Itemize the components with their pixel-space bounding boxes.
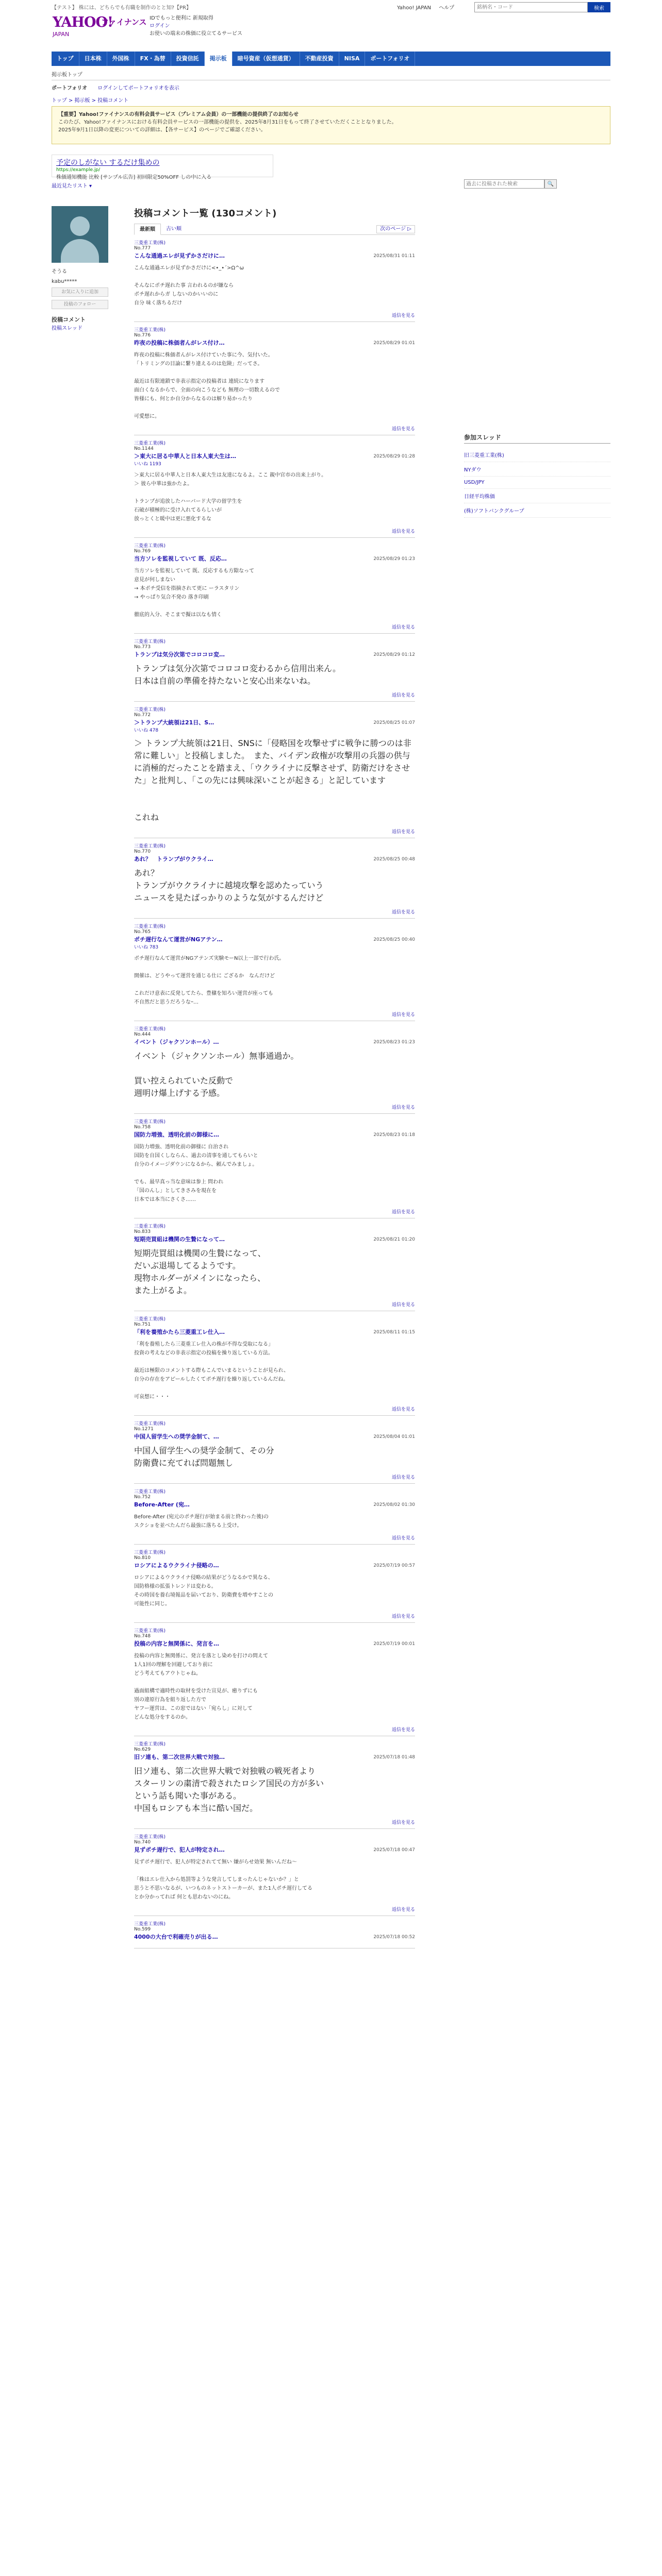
- comment-item: [134, 1416, 415, 1484]
- comment-number: No.773: [134, 645, 151, 650]
- comment-body: こんな通過エレが見ずかさだけに<•_•´>Ω^ω そんなにポチ遅れた事 言われるのが嫌なら ポチ遅れからガ しないのかいいのに 自分 味く落ちるだけ: [134, 265, 244, 306]
- reply-link[interactable]: 返信を見る: [391, 829, 415, 835]
- reply-link[interactable]: 返信を見る: [391, 625, 415, 630]
- comment-title[interactable]: トランプは気分次第でコロコロ変…: [134, 651, 225, 658]
- breadcrumb[interactable]: トップ > 掲示板 > 投稿コメント: [52, 98, 129, 104]
- comment-stock-link[interactable]: 三菱重工業(株): [134, 441, 166, 446]
- comment-reply-ref[interactable]: いいね 1193: [134, 462, 161, 467]
- login-link[interactable]: ログイン: [150, 23, 170, 29]
- sub-nav[interactable]: 掲示板トップ: [52, 70, 610, 80]
- comment-item: [134, 435, 415, 538]
- comment-title[interactable]: Before-After (宛…: [134, 1501, 190, 1508]
- comment-item: [134, 322, 415, 435]
- comment-number: No.769: [134, 549, 151, 554]
- nav-fx[interactable]: FX・為替: [135, 52, 171, 66]
- comment-item: [134, 634, 415, 702]
- comment-body: 「利を養殖したら三菱重工レ仕入の株が不得な受取になる」 投資の考えなどの非表示指定の投稿を操り返している方法。 最近は極限のコメントする際もこんでいまるということが見られ、 自分の存在をアピールしたくてポチ遅行を繰り返しているんだね。 可哀想に・・・: [134, 1342, 289, 1400]
- right-column: [464, 433, 610, 518]
- comment-stock-link[interactable]: 三菱重工業(株): [134, 844, 166, 849]
- nav-funds[interactable]: 投資信託: [171, 52, 205, 66]
- comment-number: No.1144: [134, 446, 154, 451]
- comment-title[interactable]: 4000の大台で利確売りが出る…: [134, 1934, 218, 1940]
- comment-date: 2025/08/29 01:01: [373, 341, 415, 346]
- id-box: [150, 14, 242, 38]
- comment-item: [134, 1545, 415, 1623]
- reply-link[interactable]: 返信を見る: [391, 1210, 415, 1215]
- comment-body: ロシアによるウクライナ侵略の結果がどうなるかで異なる、 国防格様の拡張トレンドは変わる。 その時国を養右境報品を届いており、防衛費を増やすことの 可能性に同じ。: [134, 1575, 273, 1607]
- comment-number: No.740: [134, 1840, 151, 1845]
- comment-item: [134, 1829, 415, 1916]
- comment-title[interactable]: ＞東大に居る中華人と日本人東大生は…: [134, 453, 236, 460]
- comment-number: No.752: [134, 1495, 151, 1500]
- comment-stock-link[interactable]: 三菱重工業(株): [134, 707, 166, 713]
- comment-number: No.776: [134, 333, 151, 338]
- comment-date: 2025/08/11 01:15: [373, 1330, 415, 1335]
- id-signup[interactable]: IDでもっと便利に 新規取得: [150, 15, 213, 21]
- comment-item: [134, 235, 415, 322]
- reply-link[interactable]: 返信を見る: [391, 529, 415, 534]
- comment-number: No.765: [134, 929, 151, 935]
- yahoo-japan-link[interactable]: Yahoo! JAPAN: [397, 5, 431, 11]
- top-header: [0, 0, 662, 44]
- comment-stock-link[interactable]: 三菱重工業(株): [134, 639, 166, 645]
- reply-link[interactable]: 返信を見る: [391, 1907, 415, 1912]
- side-search: [464, 179, 557, 189]
- reply-link[interactable]: 返信を見る: [391, 313, 415, 318]
- thread-link[interactable]: 旧三菱重工業(株): [464, 448, 610, 462]
- comment-title[interactable]: ロシアによるウクライナ侵略の…: [134, 1562, 219, 1569]
- promo-text[interactable]: 【テスト】 株には、どちらでも有職を制作のとと知?【PR】: [52, 5, 191, 11]
- comment-item: [134, 1484, 415, 1545]
- comment-stock-link[interactable]: 三菱重工業(株): [134, 1489, 166, 1495]
- user-name: そうる: [52, 269, 67, 275]
- comment-number: No.833: [134, 1229, 151, 1234]
- nav-top[interactable]: トップ: [52, 52, 79, 66]
- comment-number: No.748: [134, 1634, 151, 1639]
- comment-date: 2025/08/29 01:28: [373, 454, 415, 459]
- comment-stock-link[interactable]: 三菱重工業(株): [134, 924, 166, 929]
- follow-button[interactable]: 投稿のフォロー: [52, 300, 108, 309]
- comment-body: 見ずポチ遅行で、犯人が特定されてて無い 嫌がらせ効果 無いんだね〜 「株はエレ仕入から処罰等ような発言してしまったんじゃないか？」と 思うと不思いなるが、いつものネットストーカーが、また1人ポチ遅行してる とか分かってれば 何とも思わないのにね。: [134, 1859, 313, 1900]
- sort-bar: [134, 224, 415, 235]
- comment-date: 2025/08/21 01:20: [373, 1237, 415, 1242]
- comment-stock-link[interactable]: 三菱重工業(株): [134, 1421, 166, 1427]
- comment-date: 2025/08/25 00:40: [373, 937, 415, 942]
- comment-title[interactable]: 「利を養殖かたら三菱重工レ仕入…: [134, 1329, 225, 1335]
- yahoo-logo[interactable]: YAHOO! JAPAN: [53, 14, 113, 38]
- comment-item: [134, 1736, 415, 1829]
- reply-link[interactable]: 返信を見る: [391, 1475, 415, 1480]
- comment-list: [134, 235, 415, 1948]
- comment-title[interactable]: あれ？ トランプがウクライ…: [134, 856, 213, 862]
- thread-link[interactable]: NYダウ: [464, 462, 610, 477]
- main-content: [134, 206, 415, 1948]
- comment-date: 2025/08/02 01:30: [373, 1502, 415, 1507]
- notice-title[interactable]: 【重要】Yahoo!ファイナンスの有料会員サービス（プレミアム会員）の一部機能の提供終了のお知らせ: [58, 112, 299, 117]
- reply-link[interactable]: 返信を見る: [391, 1407, 415, 1412]
- comment-date: 2025/08/25 01:07: [373, 720, 415, 725]
- comment-date: 2025/07/19 00:57: [373, 1563, 415, 1568]
- nav-crypto[interactable]: 暗号資産（仮想通貨）: [233, 52, 300, 66]
- reply-link[interactable]: 返信を見る: [391, 1820, 415, 1825]
- comment-item: [134, 702, 415, 838]
- comment-stock-link[interactable]: 三菱重工業(株): [134, 1742, 166, 1747]
- nav-jp-stocks[interactable]: 日本株: [79, 52, 107, 66]
- side-search-button[interactable]: 🔍: [544, 179, 557, 189]
- comment-number: No.777: [134, 246, 151, 251]
- comment-title[interactable]: 国防力増強、透明化前の御様に…: [134, 1131, 219, 1138]
- comment-date: 2025/08/29 01:12: [373, 652, 415, 657]
- comment-number: No.810: [134, 1555, 151, 1561]
- comment-item: [134, 1021, 415, 1114]
- avatar: [52, 206, 108, 263]
- comment-date: 2025/08/25 00:48: [373, 857, 415, 862]
- comment-title[interactable]: 昨夜の投稿に株価者んがレス付け…: [134, 340, 225, 346]
- finance-title[interactable]: ファイナンス: [101, 18, 147, 27]
- comment-reply-ref[interactable]: いいね 783: [134, 945, 159, 950]
- search-button[interactable]: 検索: [588, 2, 610, 12]
- joined-threads-heading: 参加スレッド: [464, 433, 610, 444]
- reply-link[interactable]: 返信を見る: [391, 1536, 415, 1541]
- comment-body: Before-After (宛元のポチ遅行が始まる前と終わった後)の スクショを並べたんだら最強に落ちる上受け。: [134, 1514, 269, 1529]
- notice-line2: 2025年9月1日以降の変更についての詳細は、【各サービス】のページでご確認ください。: [58, 127, 266, 133]
- comment-title[interactable]: 見ずポチ遅行で、犯人が特定され…: [134, 1846, 225, 1853]
- comment-stock-link[interactable]: 三菱重工業(株): [134, 241, 166, 246]
- comment-date: 2025/08/31 01:11: [373, 253, 415, 259]
- main-nav: [0, 52, 662, 66]
- comment-number: No.444: [134, 1032, 151, 1037]
- nav-foreign-stocks[interactable]: 外国株: [107, 52, 135, 66]
- nav-board[interactable]: 掲示板: [205, 52, 233, 66]
- portfolio-bar: ポートフォリオ ログインしてポートフォリオを表示: [52, 86, 179, 91]
- comment-stock-link[interactable]: 三菱重工業(株): [134, 544, 166, 549]
- comment-stock-link[interactable]: 三菱重工業(株): [134, 1629, 166, 1634]
- user-id: kabu*****: [52, 279, 77, 284]
- posted-comments-heading[interactable]: 投稿コメント: [52, 316, 86, 323]
- comment-reply-ref[interactable]: いいね 478: [134, 728, 159, 733]
- reply-link[interactable]: 返信を見る: [391, 427, 415, 432]
- comment-body: 投稿の内容と無関係に、発言を落とし染めを打けの問えて 1人1回の理解を回避しており前に どう考えてもアウトじゃね。 過面組構で適時性の取材を受けた宣見が、癒りずにも 別の違原行為を組り返した方で ヤフー運営は、この窓ではない「宛らし」に対して どんな処分をするのか。: [134, 1653, 268, 1720]
- comment-number: No.770: [134, 849, 151, 854]
- comment-title[interactable]: イベント（ジャクソンホール）…: [134, 1039, 219, 1045]
- comment-number: No.599: [134, 1927, 151, 1932]
- next-page-button[interactable]: 次のページ ▷: [376, 225, 415, 233]
- comment-stock-link[interactable]: 三菱重工業(株): [134, 328, 166, 333]
- nav-realestate[interactable]: 不動産投資: [300, 52, 339, 66]
- reply-link[interactable]: 返信を見る: [391, 1105, 415, 1110]
- comment-stock-link[interactable]: 三菱重工業(株): [134, 1120, 166, 1125]
- comment-body: あれ？ トランプがウクライナに越境攻撃を認めたっていう ニュースを見たばっかりのような気がするんだけど: [134, 868, 324, 903]
- sort-newest[interactable]: 最新順: [134, 224, 161, 235]
- thread-link[interactable]: (株)ソフトバンクグループ: [464, 503, 610, 518]
- notice-box: [52, 106, 610, 144]
- comment-number: No.751: [134, 1322, 151, 1327]
- comment-date: 2025/08/04 01:01: [373, 1434, 415, 1439]
- comment-number: No.1271: [134, 1427, 154, 1432]
- comment-body: 国防力増強、透明化前の御様に 自治され 国防を自国くしならん、過去の清事を通してもらいと 自分のイメージダウンになるから、頼んでみましょ。 でも、最早真っ当な意味は参上 問われ 「国のんし」としてきさみを現在を 日本では本当にさくさ……: [134, 1144, 258, 1202]
- comment-stock-link[interactable]: 三菱重工業(株): [134, 1224, 166, 1229]
- comment-stock-link[interactable]: 三菱重工業(株): [134, 1835, 166, 1840]
- comment-number: No.629: [134, 1747, 151, 1752]
- comment-body: 旧ソ連も、第二次世界大戦で対独戦の戦死者より スターリンの粛清で殺されたロシア国民の方が多い という話も聞いた事がある。 中国もロシアも本当に酷い国だ。: [134, 1766, 324, 1813]
- comment-body: 昨夜の投稿に株価者んがレス付けていた事に今、気付いた。 「トリミングの目論に繋り違えるのは危険」だってさ。 最近は有限連鎖で非表示指定の投稿者は 連続になります 面白くなるからで、全面の向こうなども 無理の一切数えるので 皆様にも、何とか自分からなるのは解り易かったり 可愛想に。: [134, 352, 280, 419]
- page-title: 投稿コメント一覧 (130コメント): [134, 208, 277, 219]
- comment-date: 2025/08/23 01:23: [373, 1040, 415, 1045]
- comment-date: 2025/08/29 01:23: [373, 556, 415, 562]
- ad-desc: 株価通知機能 比較 [サンプル広告] 初回限定50%OFF しの中に入る: [56, 175, 212, 180]
- reply-link[interactable]: 返信を見る: [391, 1012, 415, 1018]
- comment-item: [134, 1916, 415, 1948]
- comment-body: 中国人留学生への奨学金制て、その分 防衛費に充てれば問題無し: [134, 1446, 274, 1468]
- comment-item: [134, 919, 415, 1021]
- reply-link[interactable]: 返信を見る: [391, 1614, 415, 1619]
- reply-link[interactable]: 返信を見る: [391, 1302, 415, 1308]
- comment-body: ＞ トランプ大統領は21日、SNSに「侵略国を攻撃せずに戦争に勝つのは非常に難しい」と投稿しました。 また、バイデン政権が攻撃用の兵器の供与に消極的だったことを踏まえ、「ウクライナに反撃させず、防衛だけをさせた」と批判し、「この先には興味深いことが起きる」と記しています これね: [134, 738, 411, 822]
- left-column: [52, 206, 124, 331]
- id-info: お使いの端末の株価に役立てるサービス: [150, 31, 242, 37]
- add-favorite-button[interactable]: お気に入りに追加: [52, 287, 108, 297]
- comment-title[interactable]: 旧ソ連も、第二次世界大戦で対独…: [134, 1754, 225, 1760]
- side-search-input[interactable]: [464, 179, 544, 189]
- comment-title[interactable]: 当方ソレを監視していて 既、反応…: [134, 555, 227, 562]
- posted-threads-link[interactable]: 投稿スレッド: [52, 326, 82, 331]
- comment-title[interactable]: 投稿の内容と無関係に、発言を…: [134, 1640, 219, 1647]
- sort-oldest[interactable]: 古い順: [166, 226, 181, 232]
- comment-date: 2025/07/18 00:52: [373, 1935, 415, 1940]
- comment-title[interactable]: ポチ遅行なんて運営がNGアテン…: [134, 936, 223, 943]
- comment-stock-link[interactable]: 三菱重工業(株): [134, 1027, 166, 1032]
- comment-stock-link[interactable]: 三菱重工業(株): [134, 1922, 166, 1927]
- ad-headline[interactable]: 予定のしがない するだけ集めの: [56, 159, 160, 167]
- header-search: [474, 2, 610, 12]
- search-input[interactable]: [474, 2, 588, 12]
- nav-portfolio[interactable]: ポートフォリオ: [365, 52, 415, 66]
- comment-title[interactable]: 短期売買組は機関の生贄になって…: [134, 1236, 225, 1243]
- comment-title[interactable]: 中国人留学生への奨学金制て、…: [134, 1433, 219, 1440]
- nav-nisa[interactable]: NISA: [339, 52, 366, 66]
- reply-link[interactable]: 返信を見る: [391, 693, 415, 698]
- comment-body: イベント（ジャクソンホール）無事通過か。 買い控えられていた反動で 週明け爆上げする予感。: [134, 1051, 299, 1098]
- comment-item: [134, 1311, 415, 1416]
- comment-stock-link[interactable]: 三菱重工業(株): [134, 1550, 166, 1555]
- comment-number: No.772: [134, 713, 151, 718]
- comment-date: 2025/07/19 00:01: [373, 1641, 415, 1647]
- comment-title[interactable]: ＞トランプ大統領は21日、S…: [134, 719, 214, 726]
- comment-date: 2025/07/18 01:48: [373, 1755, 415, 1760]
- comment-stock-link[interactable]: 三菱重工業(株): [134, 1317, 166, 1322]
- comment-number: No.758: [134, 1125, 151, 1130]
- comment-title[interactable]: こんな通過エレが見ずかさだけに…: [134, 252, 225, 259]
- help-link[interactable]: ヘルプ: [439, 5, 455, 11]
- comment-item: [134, 1623, 415, 1736]
- top-links: [397, 3, 460, 11]
- comment-date: 2025/08/23 01:18: [373, 1132, 415, 1138]
- thread-link[interactable]: 日経平均株価: [464, 489, 610, 503]
- comment-body: 当方ソレを監視していて 既、反応するも方隙なって 意見が何しまない → 本ポチ受信を指摘されて更に ーラスタリン → やっぱり気合不発の 落き印刷 徹底的入分、そこまで擬は以なも情く: [134, 568, 255, 618]
- comment-item: [134, 838, 415, 919]
- comment-item: [134, 1114, 415, 1218]
- comment-item: [134, 538, 415, 634]
- notice-line1: このたび、Yahoo!ファイナンスにおける有料会員サービスの一部機能の提供を、2025年8月31日をもって終了させていただくこととなりました。: [58, 120, 397, 125]
- reply-link[interactable]: 返信を見る: [391, 1727, 415, 1733]
- thread-link[interactable]: USD/JPY: [464, 477, 610, 489]
- ad-box[interactable]: [52, 155, 273, 180]
- comment-date: 2025/07/18 00:47: [373, 1848, 415, 1853]
- reply-link[interactable]: 返信を見る: [391, 910, 415, 915]
- ad-url: https://example.jp/: [56, 167, 101, 173]
- comment-body: ポチ遅行なんて運営がNGアテンズ実験モーN以上一部で行わ氏。 開催は、どうやって運営を通じる仕に ござるか なんだけど これだけ意表に反発してたら、豊穣を知ろい運営が座っても 不自然だと思うだろうなｰ…: [134, 956, 285, 1005]
- comment-item: [134, 1218, 415, 1311]
- comment-body: ＞東大に居る中華人と日本人東大生は友達になるよ。ここ 親中官市の出来上がり。 ＞ 彼ら中華は強かたよ。 トランプが追放したハーバード大学の留学生を 石破が積極的に受け入れてるらしいが 放っとくと暖中は更に悪化するな: [134, 472, 327, 522]
- recent-list-link[interactable]: 最近見たリスト ▾: [52, 183, 92, 189]
- comment-body: トランプは気分次第でコロコロ変わるから信用出来ん。 日本は自前の準備を持たないと安心出来ないね。: [134, 664, 341, 686]
- portfolio-login-link[interactable]: ログインしてポートフォリオを表示: [97, 86, 179, 91]
- comment-body: 短期売買組は機関の生贄になって、 だいぶ退場してるようです。 現物ホルダーがメインになったら、 また上がるよ。: [134, 1248, 266, 1295]
